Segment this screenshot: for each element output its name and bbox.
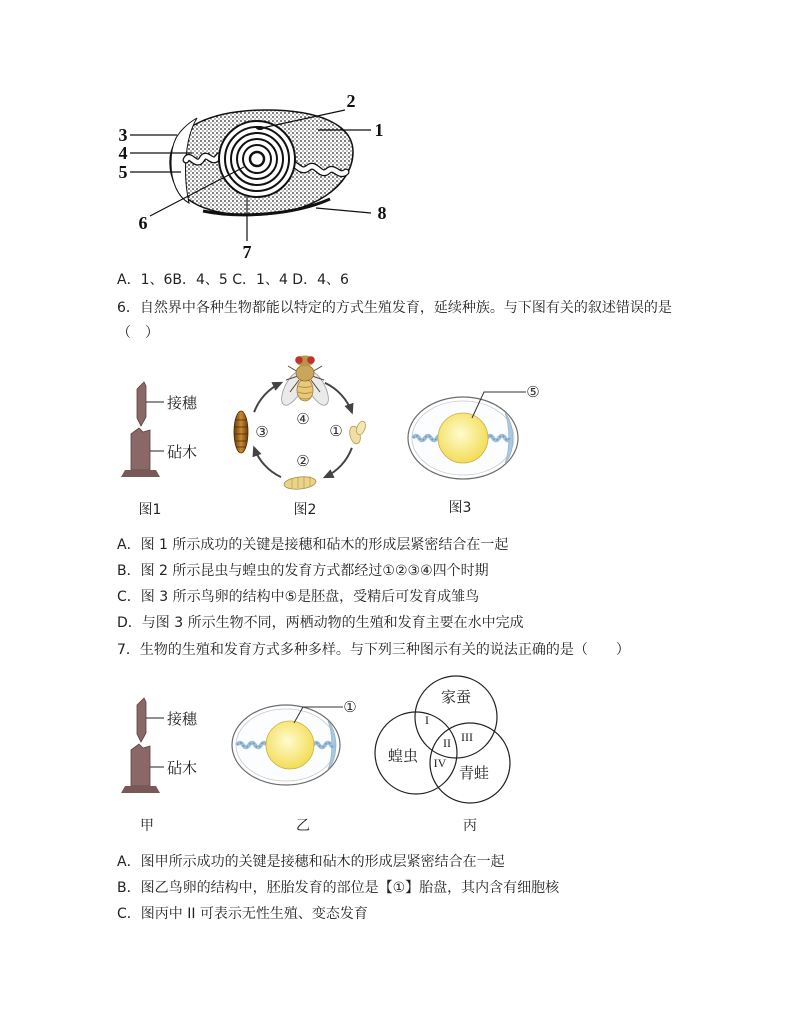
q6-option-d: D．与图 3 所示生物不同，两栖动物的生殖和发育主要在水中完成 [117,615,524,631]
egg-structure-diagram [110,85,400,265]
egg-label-5: 5 [118,162,128,182]
stage-label-egg: ① [329,422,343,440]
arrow-adult-to-egg [325,383,352,412]
q7-option-b: B．图乙鸟卵的结构中，胚胎发育的部位是【①】胎盘，其内含有细胞核 [117,880,560,896]
stage-label-pupa: ③ [255,423,269,441]
bird-egg-diagram-fig3 [400,380,550,490]
question-6-stem: 6．自然界中各种生物都能以特定的方式生殖发育，延续种族。与下图有关的叙述错误的是 [117,300,672,316]
larva-illustration [283,475,316,490]
egg-label-3: 3 [118,125,128,145]
stage-label-larva: ② [296,452,310,470]
insect-life-cycle-fig2 [222,345,387,495]
rootstock [131,744,150,786]
scion-label: 接穗 [167,710,198,728]
egg-label-7: 7 [242,242,252,262]
q6-option-c: C．图 3 所示鸟卵的结构中⑤是胚盘，受精后可发育成雏鸟 [117,589,480,605]
rootstock-label: 砧木 [167,759,198,777]
venn-set-label-silkworm: 家蚕 [440,688,472,706]
scion-label: 接穗 [167,394,198,412]
yolk [438,413,488,463]
rootstock-base [121,786,160,793]
yolk [266,721,314,769]
question-7-stem: 7．生物的生殖和发育方式多种多样。与下列三种图示有关的说法正确的是（ ） [117,642,630,658]
egg-label-8: 8 [377,203,387,223]
grafting-diagram-fig1 [115,372,215,482]
answer-options-line: A．1、6B．4、5 C．1、4 D．4、6 [117,272,349,288]
caption-fig1: 图1 [138,502,162,518]
marker-label: ⑤ [526,383,540,401]
grafting-diagram-jia [115,688,215,798]
venn-region-i: I [425,713,429,727]
egg-label-2: 2 [346,91,356,111]
scion [137,382,146,426]
arrow-pupa-to-adult [254,383,281,412]
arrow-egg-to-larva [325,448,352,477]
scion [137,698,146,742]
caption-fig2: 图2 [293,502,317,518]
pupa-illustration [234,411,248,453]
q6-option-b: B．图 2 所示昆虫与蝗虫的发育方式都经过①②③④四个时期 [117,563,489,579]
egg-label-6: 6 [138,213,148,233]
rootstock [131,428,150,470]
yolk-rings [219,121,295,197]
egg-stage-illustration [348,420,367,445]
caption-fig3: 图3 [448,500,472,516]
egg-label-1: 1 [374,120,384,140]
q7-option-a: A．图甲所示成功的关键是接穗和砧木的形成层紧密结合在一起 [117,854,505,870]
adult-fly-illustration [277,356,333,409]
venn-diagram-bing [370,668,520,813]
rootstock-label: 砧木 [167,443,198,461]
rootstock-base [121,470,160,477]
caption-bing: 丙 [463,818,477,834]
caption-jia: 甲 [140,818,154,834]
question-6-answer-blank: （ ） [117,325,159,341]
venn-set-label-frog: 青蛙 [458,764,490,782]
q7-option-c: C．图丙中 II 可表示无性生殖、变态发育 [117,906,368,922]
arrow-larva-to-pupa [254,448,281,477]
stage-label-adult: ④ [296,410,310,428]
venn-region-ii: II [443,736,451,750]
q6-option-a: A．图 1 所示成功的关键是接穗和砧木的形成层紧密结合在一起 [117,537,509,553]
venn-set-label-locust: 蝗虫 [387,747,419,765]
egg-label-4: 4 [118,143,128,163]
venn-region-iii: III [461,730,473,744]
venn-region-iv: IV [433,756,447,770]
marker-label: ① [343,698,357,716]
caption-yi: 乙 [296,818,310,834]
bird-egg-diagram-yi [222,690,372,800]
